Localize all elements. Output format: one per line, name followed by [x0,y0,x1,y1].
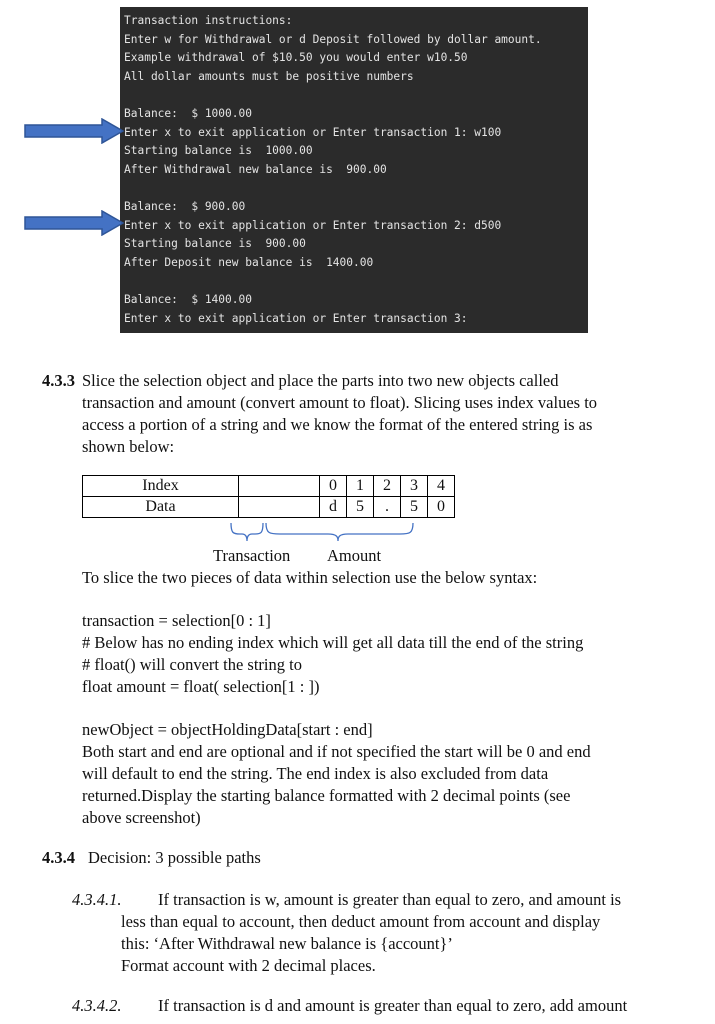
table-cell [239,476,320,497]
terminal-line: After Withdrawal new balance is 900.00 [124,162,387,176]
code-line: # Below has no ending index which will get all data till the end of the string [82,633,584,652]
label-amount: Amount [327,546,382,565]
paragraph-line: Slice the selection object and place the parts into two new objects called [82,371,559,390]
table-row [83,497,455,518]
paragraph-line: above screenshot) [82,808,201,827]
table-row [83,476,455,497]
terminal-line: Transaction instructions: [124,14,293,27]
table-cell: Data [83,497,239,518]
terminal-line: Enter x to exit application or Enter transaction 3: [124,311,468,325]
table-cell: Index [83,476,239,497]
paragraph-line: If transaction is d and amount is greater than equal to zero, add amount [158,996,628,1015]
terminal-line: Starting balance is 1000.00 [124,144,313,158]
paragraph-line: Format account with 2 decimal places. [121,956,376,975]
paragraph-line: access a portion of a string and we know the format of the entered string is as [82,415,593,434]
paragraph-line: shown below: [82,437,175,456]
paragraph-line: returned.Display the starting balance formatted with 2 decimal points (see [82,786,571,805]
table-cell: 1 [347,476,374,497]
terminal-line [124,272,588,291]
index-data-table [82,475,455,518]
table-cell: 4 [428,476,455,497]
paragraph-line: If transaction is w, amount is greater than equal to zero, and amount is [158,890,622,909]
item-number: 4.3.4.1. [72,890,122,909]
terminal-line: Starting balance is 900.00 [124,237,306,251]
terminal-line: Example withdrawal of $10.50 you would enter w10.50 [124,51,468,65]
paragraph-line: transaction and amount (convert amount to float). Slicing uses index values to [82,393,598,412]
table-cell: d [320,497,347,518]
section-number: 4.3.3 [42,371,75,390]
table-cell [239,497,320,518]
paragraph-line: less than equal to account, then deduct amount from account and display [121,912,601,931]
table-cell: . [374,497,401,518]
terminal-line: After Deposit new balance is 1400.00 [124,255,374,269]
label-transaction: Transaction [213,546,291,565]
table-cell: 3 [401,476,428,497]
item-number: 4.3.4.2. [72,996,122,1015]
terminal-line [124,86,588,105]
paragraph-line: this: ‘After Withdrawal new balance is {account}’ [121,934,453,953]
table-cell: 0 [320,476,347,497]
section-title: Decision: 3 possible paths [88,848,261,867]
code-line: float amount = float( selection[1 : ]) [82,677,320,696]
terminal-line: Enter x to exit application or Enter transaction 1: w100 [124,125,502,139]
terminal-line: Enter w for Withdrawal or d Deposit followed by dollar amount. [124,32,542,46]
terminal-screenshot [120,7,588,333]
table-cell: 2 [374,476,401,497]
arrow-right-icon [24,210,124,236]
paragraph-line: Both start and end are optional and if not specified the start will be 0 and end [82,742,591,761]
code-line: # float() will convert the string to [82,655,302,674]
arrow-right-icon [24,118,124,144]
section-number: 4.3.4 [42,848,75,867]
terminal-line [124,179,588,198]
terminal-line: Enter x to exit application or Enter transaction 2: d500 [124,218,502,232]
table-cell: 5 [347,497,374,518]
terminal-line: Balance: $ 1400.00 [124,292,252,306]
table-cell: 5 [401,497,428,518]
code-line: transaction = selection[0 : 1] [82,611,271,630]
paragraph-line: will default to end the string. The end index is also excluded from data [82,764,549,783]
code-intro: To slice the two pieces of data within selection use the below syntax: [82,568,538,587]
terminal-line: All dollar amounts must be positive numbers [124,69,414,83]
slice-brackets [220,521,420,543]
table-cell: 0 [428,497,455,518]
terminal-line: Balance: $ 1000.00 [124,106,252,120]
terminal-line: Balance: $ 900.00 [124,199,246,213]
syntax-line: newObject = objectHoldingData[start : end] [82,720,373,739]
